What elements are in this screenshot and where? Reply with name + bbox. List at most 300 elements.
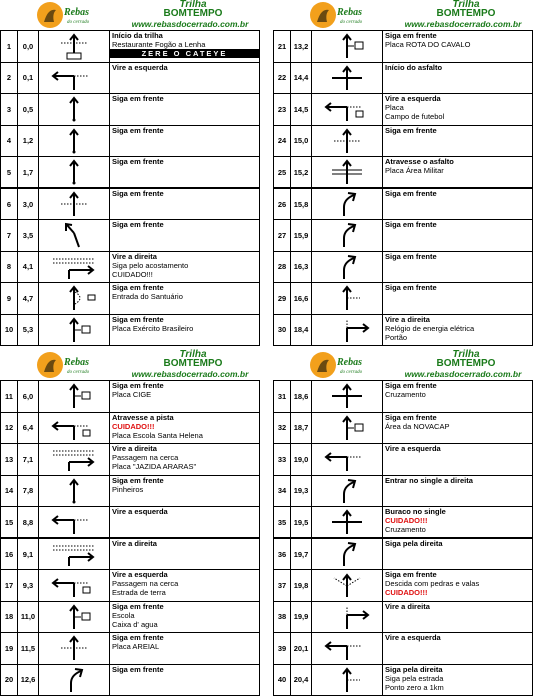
route-row xyxy=(274,94,533,126)
km-reading: 12,6 xyxy=(18,664,39,696)
km-reading: 15,8 xyxy=(291,188,312,220)
trail-title: Trilha xyxy=(179,349,207,360)
km-reading: 6,0 xyxy=(18,381,39,413)
instruction-heading: Siga em frente xyxy=(112,220,164,229)
km-reading: 19,0 xyxy=(291,444,312,476)
step-number: 25 xyxy=(274,157,291,189)
route-row xyxy=(1,314,260,346)
km-reading: 13,2 xyxy=(291,31,312,63)
instruction-heading: Siga em frente xyxy=(385,412,437,422)
instruction-note: Cruzamento xyxy=(385,525,426,534)
route-row xyxy=(274,538,533,570)
step-instructions xyxy=(110,507,260,539)
step-instructions xyxy=(110,601,260,633)
km-reading: 19,5 xyxy=(291,507,312,539)
route-row xyxy=(1,188,260,220)
svg-text:do cerrado: do cerrado xyxy=(340,20,363,25)
instruction-note: Passagem na cerca xyxy=(112,453,179,462)
instruction-note: Siga pelo acostamento xyxy=(112,260,189,270)
route-row xyxy=(1,381,260,413)
step-instructions xyxy=(383,157,533,189)
route-row xyxy=(274,475,533,507)
svg-text:Rebas: Rebas xyxy=(337,357,362,368)
km-reading: 1,7 xyxy=(18,157,39,189)
rebas-logo xyxy=(34,350,104,380)
step-number: 16 xyxy=(1,538,18,570)
km-reading: 19,8 xyxy=(291,570,312,602)
instruction-note: Placa AREIAL xyxy=(112,642,160,651)
instruction-heading: Siga em frente xyxy=(112,381,164,390)
instruction-note: Descida com pedras e valas xyxy=(385,579,480,588)
instruction-heading: Siga em frente xyxy=(385,283,437,292)
instruction-heading: Siga em frente xyxy=(112,283,164,292)
cross-road-icon xyxy=(312,157,383,189)
step-number: 15 xyxy=(1,507,18,539)
route-row xyxy=(1,475,260,507)
site-url[interactable]: www.rebasdocerrado.com.br xyxy=(404,19,522,29)
instruction-heading: Siga em frente xyxy=(112,664,164,674)
route-row xyxy=(1,444,260,476)
step-instructions xyxy=(383,251,533,283)
instruction-heading: Vire a esquerda xyxy=(112,570,168,579)
km-reading: 11,5 xyxy=(18,633,39,665)
step-instructions xyxy=(383,188,533,220)
step-instructions xyxy=(383,507,533,539)
km-reading: 15,2 xyxy=(291,157,312,189)
step-number: 32 xyxy=(274,412,291,444)
instruction-note: Campo de futebol xyxy=(385,112,445,121)
step-number: 12 xyxy=(1,412,18,444)
instruction-note: Placa "JAZIDA ARARAS" xyxy=(112,462,197,471)
step-instructions xyxy=(383,412,533,444)
km-reading: 18,7 xyxy=(291,412,312,444)
route-row xyxy=(274,157,533,189)
step-number: 11 xyxy=(1,381,18,413)
km-reading: 20,1 xyxy=(291,633,312,665)
instruction-note: Portão xyxy=(385,332,408,342)
rebas-logo xyxy=(307,0,377,30)
step-number: 1 xyxy=(1,31,18,63)
step-instructions xyxy=(110,220,260,252)
instruction-note: Entrada do Santuário xyxy=(112,292,183,301)
step-instructions xyxy=(110,188,260,220)
trail-name: BOMTEMPO xyxy=(436,8,496,19)
route-row xyxy=(274,314,533,346)
km-reading: 9,3 xyxy=(18,570,39,602)
km-reading: 0,0 xyxy=(18,31,39,63)
warning-text: CUIDADO!!! xyxy=(385,516,428,525)
bear-right-icon xyxy=(312,188,383,220)
reset-cateye-banner: ZERE O CATEYE xyxy=(110,49,259,58)
start-arrow-icon xyxy=(39,31,110,63)
step-number: 5 xyxy=(1,157,18,189)
step-number: 2 xyxy=(1,62,18,94)
route-row xyxy=(1,507,260,539)
trail-title: Trilha xyxy=(179,0,207,10)
instruction-heading: Siga em frente xyxy=(112,157,164,166)
instruction-heading: Siga em frente xyxy=(112,94,164,103)
instruction-heading: Início do asfalto xyxy=(385,62,443,72)
step-number: 6 xyxy=(1,188,18,220)
route-row xyxy=(274,601,533,633)
route-row xyxy=(274,507,533,539)
instruction-heading: Siga em frente xyxy=(112,633,164,642)
step-number: 13 xyxy=(1,444,18,476)
site-url[interactable]: www.rebasdocerrado.com.br xyxy=(131,369,249,379)
step-number: 39 xyxy=(274,633,291,665)
instruction-note: Pinheiros xyxy=(112,484,144,494)
instruction-heading: Siga em frente xyxy=(385,125,437,135)
step-number: 33 xyxy=(274,444,291,476)
instruction-heading: Vire a esquerda xyxy=(385,94,441,103)
km-reading: 20,4 xyxy=(291,664,312,696)
straight-branch-icon xyxy=(312,283,383,315)
straight-sign-icon xyxy=(39,381,110,413)
instruction-heading: Entrar no single a direita xyxy=(385,475,473,485)
turn-right-icon xyxy=(312,601,383,633)
route-row xyxy=(1,157,260,189)
instruction-note: Restaurante Fogão a Lenha xyxy=(112,40,206,49)
route-row xyxy=(1,633,260,665)
trail-name: BOMTEMPO xyxy=(163,8,223,19)
sheet-header xyxy=(0,350,260,380)
km-reading: 4,7 xyxy=(18,283,39,315)
step-instructions xyxy=(110,62,260,94)
instruction-note: Placa CIGE xyxy=(112,390,152,399)
site-url[interactable]: www.rebasdocerrado.com.br xyxy=(131,19,249,29)
step-number: 19 xyxy=(1,633,18,665)
instruction-note: Placa Exército Brasileiro xyxy=(112,323,194,333)
straight-cross-icon xyxy=(39,188,110,220)
route-row xyxy=(1,538,260,570)
instruction-heading: Siga em frente xyxy=(112,601,164,611)
svg-text:Rebas: Rebas xyxy=(64,357,89,368)
turn-left-icon xyxy=(39,507,110,539)
step-number: 10 xyxy=(1,314,18,346)
step-instructions xyxy=(383,125,533,157)
instruction-note: Placa xyxy=(385,103,404,112)
bear-right-icon xyxy=(312,538,383,570)
route-row xyxy=(1,62,260,94)
step-number: 3 xyxy=(1,94,18,126)
step-number: 27 xyxy=(274,220,291,252)
rebas-logo xyxy=(307,350,377,380)
instruction-note: Área da NOVACAP xyxy=(385,421,450,431)
instruction-heading: Siga em frente xyxy=(385,570,437,579)
instruction-heading: Siga em frente xyxy=(112,314,164,324)
instruction-heading: Vire a esquerda xyxy=(112,62,168,72)
step-instructions xyxy=(383,633,533,665)
step-instructions xyxy=(110,283,260,315)
route-row xyxy=(274,283,533,315)
step-instructions xyxy=(383,664,533,696)
instruction-heading: Siga em frente xyxy=(112,125,164,135)
route-table xyxy=(0,30,260,346)
step-number: 30 xyxy=(274,314,291,346)
instruction-heading: Siga em frente xyxy=(385,381,437,390)
step-instructions xyxy=(110,381,260,413)
straight-icon xyxy=(39,157,110,189)
step-number: 14 xyxy=(1,475,18,507)
rebas-logo xyxy=(34,0,104,30)
km-reading: 19,7 xyxy=(291,538,312,570)
instruction-heading: Início da trilha xyxy=(112,31,163,40)
straight-sign-icon xyxy=(39,314,110,346)
step-number: 28 xyxy=(274,251,291,283)
km-reading: 5,3 xyxy=(18,314,39,346)
turn-left-icon xyxy=(39,62,110,94)
step-instructions xyxy=(110,31,260,63)
warning-text: CUIDADO!!! xyxy=(112,421,155,431)
step-instructions xyxy=(110,475,260,507)
step-number: 37 xyxy=(274,570,291,602)
route-sheet xyxy=(0,0,260,346)
svg-text:do cerrado: do cerrado xyxy=(340,370,363,375)
step-instructions xyxy=(383,62,533,94)
straight-icon xyxy=(39,94,110,126)
svg-text:Rebas: Rebas xyxy=(64,7,89,18)
route-table xyxy=(273,30,533,346)
step-instructions xyxy=(383,601,533,633)
route-row xyxy=(274,381,533,413)
instruction-heading: Siga em frente xyxy=(385,220,437,229)
step-instructions xyxy=(383,538,533,570)
route-row xyxy=(274,664,533,696)
step-instructions xyxy=(383,570,533,602)
fork-icon xyxy=(312,570,383,602)
km-reading: 7,1 xyxy=(18,444,39,476)
instruction-heading: Vire a direita xyxy=(385,314,430,324)
bear-right-icon xyxy=(312,220,383,252)
step-instructions xyxy=(383,475,533,507)
trail-name: BOMTEMPO xyxy=(163,358,223,369)
straight-icon xyxy=(39,125,110,157)
route-row xyxy=(274,31,533,63)
cross-icon xyxy=(312,381,383,413)
step-number: 38 xyxy=(274,601,291,633)
sheet-header xyxy=(273,0,533,30)
km-reading: 7,8 xyxy=(18,475,39,507)
turn-right-road-icon xyxy=(39,538,110,570)
straight-sign-icon xyxy=(312,31,383,63)
step-instructions xyxy=(110,94,260,126)
km-reading: 14,4 xyxy=(291,62,312,94)
route-sheet xyxy=(273,350,533,696)
route-row xyxy=(1,94,260,126)
route-row xyxy=(274,444,533,476)
step-instructions xyxy=(383,283,533,315)
straight-sign-icon xyxy=(39,601,110,633)
instruction-note: Siga pela estrada xyxy=(385,673,444,683)
km-reading: 9,1 xyxy=(18,538,39,570)
sheet-header xyxy=(0,0,260,30)
trail-title: Trilha xyxy=(452,349,480,360)
instruction-heading: Atravesse o asfalto xyxy=(385,157,454,166)
cross-icon xyxy=(312,507,383,539)
km-reading: 18,6 xyxy=(291,381,312,413)
step-number: 7 xyxy=(1,220,18,252)
instruction-heading: Siga pela direita xyxy=(385,664,443,674)
km-reading: 0,5 xyxy=(18,94,39,126)
instruction-note: Ponto zero a 1km xyxy=(385,682,444,692)
route-row xyxy=(1,283,260,315)
step-number: 24 xyxy=(274,125,291,157)
turn-right-icon xyxy=(312,314,383,346)
km-reading: 8,8 xyxy=(18,507,39,539)
straight-sign-icon xyxy=(312,412,383,444)
instruction-note: Placa Escola Santa Helena xyxy=(112,430,203,440)
step-instructions xyxy=(110,314,260,346)
turn-right-road-icon xyxy=(39,251,110,283)
step-number: 9 xyxy=(1,283,18,315)
route-row xyxy=(274,125,533,157)
step-instructions xyxy=(383,31,533,63)
instruction-heading: Vire a esquerda xyxy=(385,444,441,453)
instruction-heading: Buraco no single xyxy=(385,507,446,516)
route-row xyxy=(1,251,260,283)
step-instructions xyxy=(110,125,260,157)
km-reading: 19,3 xyxy=(291,475,312,507)
step-number: 17 xyxy=(1,570,18,602)
site-url[interactable]: www.rebasdocerrado.com.br xyxy=(404,369,522,379)
route-row xyxy=(274,251,533,283)
route-row xyxy=(1,31,260,63)
straight-branch-icon xyxy=(312,664,383,696)
straight-sanctuary-icon xyxy=(39,283,110,315)
instruction-note: Relógio de energia elétrica xyxy=(385,323,475,333)
route-row xyxy=(1,601,260,633)
step-instructions xyxy=(110,444,260,476)
step-number: 20 xyxy=(1,664,18,696)
instruction-heading: Vire a esquerda xyxy=(385,633,441,642)
step-number: 22 xyxy=(274,62,291,94)
step-instructions xyxy=(383,444,533,476)
instruction-heading: Siga em frente xyxy=(112,189,164,198)
km-reading: 15,9 xyxy=(291,220,312,252)
instruction-heading: Vire a direita xyxy=(385,601,430,611)
instruction-heading: Siga pela direita xyxy=(385,539,443,548)
step-instructions xyxy=(383,94,533,126)
step-number: 36 xyxy=(274,538,291,570)
km-reading: 18,4 xyxy=(291,314,312,346)
km-reading: 16,6 xyxy=(291,283,312,315)
instruction-note: Placa ROTA DO CAVALO xyxy=(385,40,471,49)
route-table xyxy=(0,380,260,696)
bear-right-icon xyxy=(312,475,383,507)
step-instructions xyxy=(110,538,260,570)
km-reading: 6,4 xyxy=(18,412,39,444)
step-number: 40 xyxy=(274,664,291,696)
step-number: 26 xyxy=(274,188,291,220)
route-row xyxy=(1,570,260,602)
cross-icon xyxy=(312,62,383,94)
instruction-heading: Vire a direita xyxy=(112,539,157,548)
route-sheet xyxy=(0,350,260,696)
instruction-heading: Siga em frente xyxy=(385,189,437,198)
km-reading: 3,5 xyxy=(18,220,39,252)
instruction-note: Escola xyxy=(112,610,135,620)
instruction-note: Caixa d' agua xyxy=(112,619,158,629)
turn-left-sign-icon xyxy=(312,94,383,126)
km-reading: 19,9 xyxy=(291,601,312,633)
instruction-note: CUIDADO!!! xyxy=(112,269,153,279)
step-number: 23 xyxy=(274,94,291,126)
step-number: 21 xyxy=(274,31,291,63)
instruction-heading: Siga em frente xyxy=(385,251,437,261)
turn-left-icon xyxy=(312,633,383,665)
step-number: 31 xyxy=(274,381,291,413)
instruction-note: Estrada de terra xyxy=(112,588,166,597)
instruction-heading: Vire a direita xyxy=(112,251,157,261)
route-row xyxy=(274,188,533,220)
turn-left-sign-icon xyxy=(39,570,110,602)
km-reading: 4,1 xyxy=(18,251,39,283)
step-number: 4 xyxy=(1,125,18,157)
svg-text:do cerrado: do cerrado xyxy=(67,20,90,25)
bear-left-icon xyxy=(39,220,110,252)
instruction-heading: Siga em frente xyxy=(385,31,437,40)
step-number: 34 xyxy=(274,475,291,507)
route-sheet xyxy=(273,0,533,346)
bear-right-icon xyxy=(39,664,110,696)
step-instructions xyxy=(110,157,260,189)
km-reading: 14,5 xyxy=(291,94,312,126)
route-row xyxy=(274,570,533,602)
step-number: 18 xyxy=(1,601,18,633)
route-row xyxy=(274,412,533,444)
step-instructions xyxy=(110,251,260,283)
route-row xyxy=(274,62,533,94)
sheet-header xyxy=(273,350,533,380)
km-reading: 16,3 xyxy=(291,251,312,283)
route-row xyxy=(1,664,260,696)
step-instructions xyxy=(110,633,260,665)
km-reading: 3,0 xyxy=(18,188,39,220)
route-row xyxy=(274,633,533,665)
turn-right-road-icon xyxy=(39,444,110,476)
straight-cross-icon xyxy=(312,125,383,157)
step-instructions xyxy=(383,314,533,346)
turn-left-sign-icon xyxy=(39,412,110,444)
step-number: 8 xyxy=(1,251,18,283)
instruction-note: Passagem na cerca xyxy=(112,579,179,588)
km-reading: 0,1 xyxy=(18,62,39,94)
km-reading: 15,0 xyxy=(291,125,312,157)
step-instructions xyxy=(110,412,260,444)
km-reading: 11,0 xyxy=(18,601,39,633)
route-table xyxy=(273,380,533,696)
step-number: 29 xyxy=(274,283,291,315)
straight-icon xyxy=(39,475,110,507)
instruction-heading: Vire a esquerda xyxy=(112,507,168,516)
route-row xyxy=(274,220,533,252)
bear-right-icon xyxy=(312,251,383,283)
instruction-heading: Atravesse a pista xyxy=(112,412,174,422)
trail-name: BOMTEMPO xyxy=(436,358,496,369)
step-instructions xyxy=(110,570,260,602)
turn-left-icon xyxy=(312,444,383,476)
trail-title: Trilha xyxy=(452,0,480,10)
route-row xyxy=(1,412,260,444)
instruction-note: Placa Área Militar xyxy=(385,166,444,175)
km-reading: 1,2 xyxy=(18,125,39,157)
route-row xyxy=(1,220,260,252)
step-instructions xyxy=(110,664,260,696)
step-instructions xyxy=(383,220,533,252)
svg-text:do cerrado: do cerrado xyxy=(67,370,90,375)
instruction-heading: Siga em frente xyxy=(112,475,164,485)
instruction-note: Cruzamento xyxy=(385,390,426,399)
